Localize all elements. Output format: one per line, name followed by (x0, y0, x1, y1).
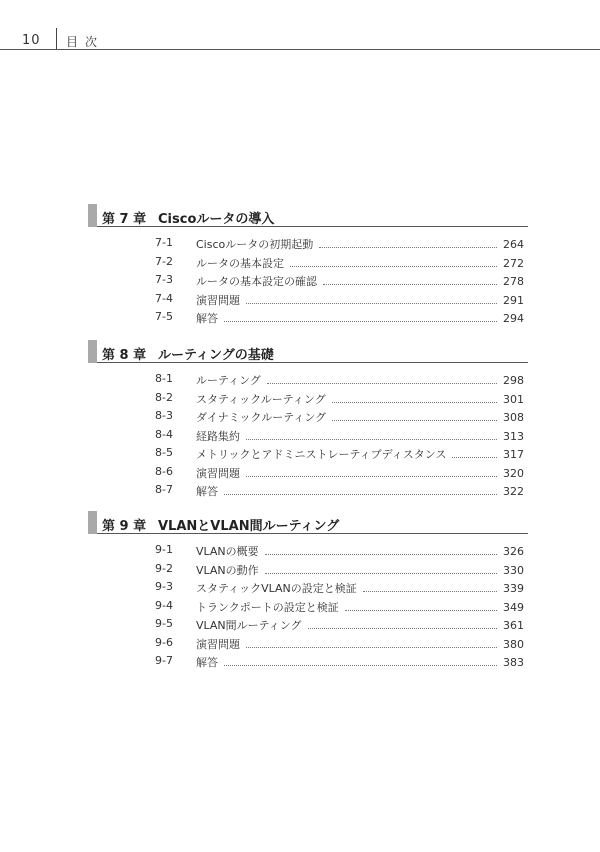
dot-leader (332, 420, 497, 421)
dot-leader (323, 284, 497, 285)
section-title: スタティックVLANの設定と検証 (196, 582, 357, 595)
chapter-heading (88, 204, 528, 228)
section-page: 317 (503, 448, 524, 461)
section-page: 298 (503, 374, 524, 387)
dot-leader (332, 402, 497, 403)
header-rule (0, 49, 600, 50)
section-title: 解答 (196, 312, 218, 325)
dot-leader (246, 476, 497, 477)
section-number: 9-7 (155, 654, 173, 667)
dot-leader (452, 457, 497, 458)
toc-item[interactable] (88, 234, 528, 253)
section-title: トランクポートの設定と検証 (196, 600, 339, 614)
chapter-marker (88, 511, 97, 534)
dot-leader (308, 628, 497, 629)
section-number: 9-6 (155, 635, 173, 649)
chapter-number: 第 9 章 (102, 519, 147, 534)
section-title: 演習問題 (196, 466, 240, 480)
section-title: 解答 (196, 485, 218, 498)
section-title: VLANの動作 (196, 563, 259, 577)
section-number: 8-7 (155, 483, 173, 496)
section-page: 322 (503, 485, 524, 498)
section-page: 380 (503, 637, 524, 651)
section-number: 9-4 (155, 598, 173, 612)
chapter-title: ルーティングの基礎 (158, 348, 274, 363)
chapter-number: 第 8 章 (102, 348, 147, 363)
chapter-heading (88, 511, 528, 535)
section-title: 演習問題 (196, 293, 240, 307)
dot-leader (246, 303, 497, 304)
dot-leader (246, 647, 497, 648)
running-header (0, 0, 600, 52)
section-page: 383 (503, 656, 524, 669)
section-number: 8-2 (155, 390, 173, 404)
section-page: 278 (503, 275, 524, 288)
section-title: ダイナミックルーティング (196, 411, 327, 424)
section-page: 308 (503, 411, 524, 424)
section-page: 326 (503, 545, 524, 558)
chapter-7 (88, 204, 528, 327)
page-number: 10 (22, 33, 41, 48)
toc-item[interactable] (88, 578, 528, 597)
toc-item[interactable] (88, 407, 528, 426)
section-title: VLAN間ルーティング (196, 619, 302, 632)
section-number: 9-1 (155, 543, 173, 556)
toc-item[interactable] (88, 444, 528, 463)
chapter-number: 第 7 章 (102, 212, 147, 227)
toc-item[interactable] (88, 370, 528, 389)
section-number: 9-3 (155, 580, 173, 593)
toc-item[interactable] (88, 389, 528, 408)
chapter-title: VLANとVLAN間ルーティング (158, 519, 340, 534)
dot-leader (319, 247, 497, 248)
section-page: 330 (503, 563, 524, 577)
header-title: 目次 (66, 35, 105, 49)
section-title: ルータの基本設定の確認 (196, 275, 317, 288)
header-divider (56, 28, 57, 50)
section-page: 291 (503, 293, 524, 307)
chapter-heading (88, 340, 528, 364)
toc-item[interactable] (88, 253, 528, 272)
toc-item[interactable] (88, 271, 528, 290)
chapter-9 (88, 511, 528, 671)
dot-leader (224, 321, 497, 322)
dot-leader (224, 494, 497, 495)
dot-leader (224, 665, 497, 666)
toc-item[interactable] (88, 308, 528, 327)
section-page: 301 (503, 392, 524, 406)
section-page: 349 (503, 600, 524, 614)
dot-leader (265, 554, 497, 555)
section-number: 7-3 (155, 273, 173, 286)
toc-item[interactable] (88, 290, 528, 309)
toc-item[interactable] (88, 634, 528, 653)
section-number: 8-4 (155, 427, 173, 441)
section-title: ルーティング (196, 374, 261, 387)
section-title: 経路集約 (196, 429, 240, 443)
toc-item[interactable] (88, 426, 528, 445)
section-number: 7-2 (155, 254, 173, 268)
dot-leader (345, 610, 497, 611)
chapter-marker (88, 340, 97, 363)
section-title: スタティックルーティング (196, 392, 326, 406)
section-page: 264 (503, 238, 524, 251)
chapter-marker (88, 204, 97, 227)
section-page: 361 (503, 619, 524, 632)
dot-leader (267, 383, 497, 384)
section-number: 9-5 (155, 617, 173, 630)
section-title: メトリックとアドミニストレーティブディスタンス (196, 448, 447, 461)
section-title: ルータの基本設定 (196, 256, 284, 270)
toc-item[interactable] (88, 615, 528, 634)
dot-leader (363, 591, 497, 592)
section-page: 272 (503, 256, 524, 270)
chapter-8 (88, 340, 528, 500)
section-title: Ciscoルータの初期起動 (196, 238, 314, 251)
toc-item[interactable] (88, 481, 528, 500)
toc-item[interactable] (88, 597, 528, 616)
section-title: 解答 (196, 656, 218, 669)
section-number: 7-1 (155, 236, 173, 249)
dot-leader (290, 266, 497, 267)
section-title: 演習問題 (196, 637, 240, 651)
section-page: 313 (503, 429, 524, 443)
dot-leader (246, 439, 497, 440)
dot-leader (265, 573, 497, 574)
section-title: VLANの概要 (196, 545, 259, 558)
section-number: 7-4 (155, 291, 173, 305)
toc-item[interactable] (88, 463, 528, 482)
toc-item[interactable] (88, 560, 528, 579)
section-number: 8-6 (155, 464, 173, 478)
section-number: 8-5 (155, 446, 173, 459)
section-number: 8-1 (155, 372, 173, 385)
section-number: 9-2 (155, 561, 173, 575)
chapter-title: Ciscoルータの導入 (158, 212, 275, 227)
section-number: 8-3 (155, 409, 173, 422)
toc-item[interactable] (88, 652, 528, 671)
section-page: 320 (503, 466, 524, 480)
section-page: 294 (503, 312, 524, 325)
section-number: 7-5 (155, 310, 173, 323)
toc-item[interactable] (88, 541, 528, 560)
section-page: 339 (503, 582, 524, 595)
